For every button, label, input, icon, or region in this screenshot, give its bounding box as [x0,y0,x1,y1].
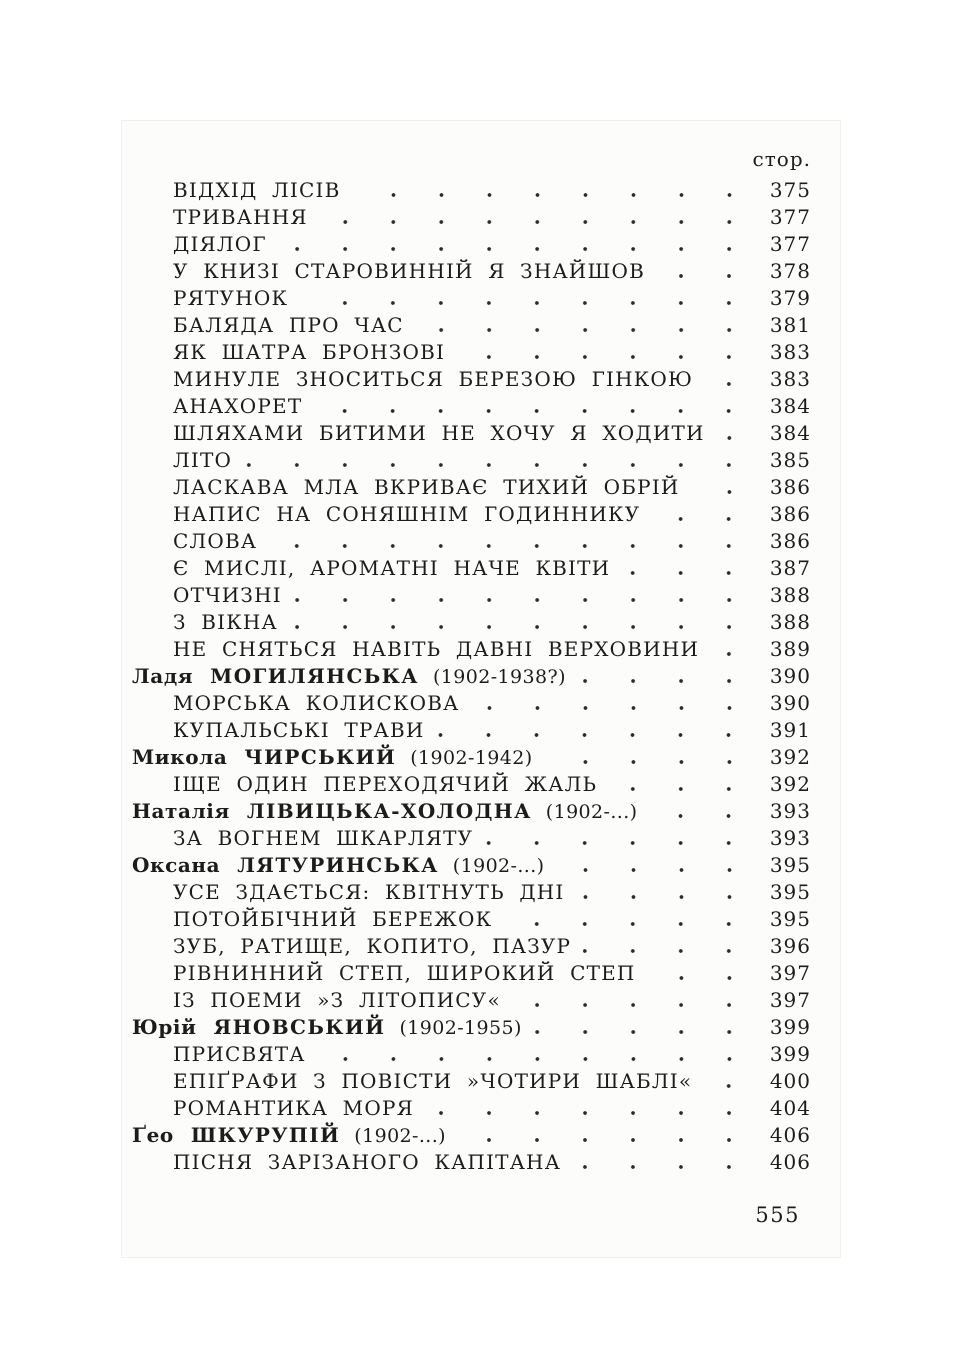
entry-page-number: 397 [769,988,811,1012]
author-given-name: Ладя [132,664,194,688]
dot-leader [704,1069,757,1096]
entry-page-number: 391 [769,718,811,742]
poem-title: НАПИС НА СОНЯШНІМ ГОДИННИКУ [173,502,641,526]
toc-row-poem [122,421,840,448]
toc-row-poem [122,448,840,475]
dot-leader [717,421,757,448]
poem-title: ЯК ШАТРА БРОНЗОВІ [173,340,446,364]
toc-row-poem [122,340,840,367]
dot-leader [513,988,757,1015]
dot-leader [711,637,757,664]
poem-title: МИНУЛЕ ЗНОСИТЬСЯ БЕРЕЗОЮ ГІНКОЮ [173,367,694,391]
dot-leader [457,340,757,367]
toc-row-poem [122,232,840,259]
poem-title: КУПАЛЬСЬКІ ТРАВИ [173,718,425,742]
toc-row-poem [122,691,840,718]
toc-row-poem [122,313,840,340]
dot-leader [583,934,757,961]
poem-title: УСЕ ЗДАЄТЬСЯ: КВІТНУТЬ ДНІ [173,880,565,904]
entry-page-number: 399 [769,1015,811,1039]
dot-leader [534,1015,757,1042]
dot-leader [504,907,757,934]
dot-leader [353,178,757,205]
entry-page-number: 393 [769,799,811,823]
toc-row-poem [122,880,840,907]
dot-leader [320,205,757,232]
entry-page-number: 378 [769,259,811,283]
toc-row-poem [122,1096,840,1123]
poem-title: БАЛЯДА ПРО ЧАС [173,313,404,337]
dot-leader [458,1123,757,1150]
entry-page-number: 386 [769,475,811,499]
toc-row-poem [122,1042,840,1069]
dot-leader [485,826,757,853]
dot-leader [649,799,757,826]
dot-leader [269,529,757,556]
dot-leader [416,313,757,340]
toc-row-poem [122,394,840,421]
toc-row-poem [122,205,840,232]
author-years: (1902-1942) [410,747,533,769]
poem-title: ПОТОЙБІЧНИЙ БЕРЕЖОК [173,907,493,931]
poem-title: ЗУБ, РАТИЩЕ, КОПИТО, ПАЗУР [173,934,572,958]
dot-leader [648,961,757,988]
poem-title: СЛОВА [173,529,258,553]
poem-title: АНАХОРЕТ [173,394,303,418]
toc-row-poem [122,988,840,1015]
toc-row-poem [122,556,840,583]
entry-page-number: 388 [769,610,811,634]
entry-page-number: 386 [769,529,811,553]
entry-page-number: 406 [769,1123,811,1147]
toc-row-poem [122,367,840,394]
page-column-header: стор. [752,147,811,171]
poem-title: ДІЯЛОГ [173,232,267,256]
entry-page-number: 395 [769,907,811,931]
toc-row-author [122,745,840,772]
author-years: (1902-1938?) [432,666,566,688]
dot-leader [300,286,757,313]
dot-leader [622,556,757,583]
toc-row-poem [122,475,840,502]
entry-page-number: 392 [769,745,811,769]
entry-page-number: 397 [769,961,811,985]
book-page-number: 555 [755,1203,800,1227]
toc-row-author [122,1123,840,1150]
author-surname: ЛІВИЦЬКА-ХОЛОДНА [246,799,532,823]
author-surname: МОГИЛЯНСЬКА [210,664,419,688]
entry-page-number: 377 [769,232,811,256]
entry-page-number: 379 [769,286,811,310]
dot-leader [652,502,757,529]
dot-leader [290,610,757,637]
toc-row-author [122,1015,840,1042]
entry-page-number: 400 [769,1069,811,1093]
entry-page-number: 390 [769,664,811,688]
dot-leader [557,853,758,880]
toc-row-poem [122,286,840,313]
dot-leader [578,664,757,691]
toc-row-poem [122,178,840,205]
entry-page-number: 389 [769,637,811,661]
toc-row-author [122,799,840,826]
poem-title: ПІСНЯ ЗАРІЗАНОГО КАПІТАНА [173,1150,562,1174]
dot-leader [573,1150,757,1177]
poem-title: РОМАНТИКА МОРЯ [173,1096,414,1120]
author-given-name: Юрій [132,1015,197,1039]
dot-leader [705,367,757,394]
author-given-name: Оксана [132,853,221,877]
toc-row-poem [122,1069,840,1096]
toc-row-author [122,664,840,691]
dot-leader [657,259,757,286]
entry-page-number: 384 [769,394,811,418]
dot-leader [692,475,757,502]
poem-title: У КНИЗІ СТАРОВИННІЙ Я ЗНАЙШОВ [173,259,645,283]
toc-row-poem [122,961,840,988]
entry-page-number: 384 [769,421,811,445]
toc-row-poem [122,637,840,664]
entry-page-number: 383 [769,367,811,391]
dot-leader [545,745,757,772]
entry-page-number: 381 [769,313,811,337]
entry-page-number: 399 [769,1042,811,1066]
poem-title: ІЩЕ ОДИН ПЕРЕХОДЯЧИЙ ЖАЛЬ [173,772,598,796]
dot-leader [294,583,757,610]
dot-leader [279,232,757,259]
toc-row-poem [122,259,840,286]
entry-page-number: 395 [769,880,811,904]
dot-leader [318,1042,757,1069]
toc-row-poem [122,583,840,610]
dot-leader [472,691,757,718]
entry-page-number: 388 [769,583,811,607]
toc-row-poem [122,907,840,934]
entry-page-number: 386 [769,502,811,526]
toc-row-poem [122,529,840,556]
toc-list [122,178,840,1177]
poem-title: НЕ СНЯТЬСЯ НАВІТЬ ДАВНІ ВЕРХОВИНИ [173,637,700,661]
entry-page-number: 404 [769,1096,811,1120]
author-surname: ЯНОВСЬКИЙ [213,1015,386,1039]
entry-page-number: 406 [769,1150,811,1174]
toc-row-poem [122,1150,840,1177]
author-years: (1902-...) [354,1125,446,1147]
author-given-name: Наталія [132,799,230,823]
toc-row-poem [122,610,840,637]
toc-row-poem [122,502,840,529]
scanned-book-page [121,120,841,1258]
entry-page-number: 375 [769,178,811,202]
entry-page-number: 393 [769,826,811,850]
author-years: (1902-1955) [399,1017,522,1039]
dot-leader [314,394,757,421]
entry-page-number: 392 [769,772,811,796]
entry-page-number: 387 [769,556,811,580]
author-given-name: Микола [132,745,228,769]
dot-leader [244,448,757,475]
poem-title: ЛІТО [173,448,233,472]
poem-title: РЯТУНОК [173,286,289,310]
author-years: (1902-...) [545,801,638,823]
author-given-name: Ґео [132,1123,174,1147]
poem-title: З ВІКНА [173,610,278,634]
toc-row-poem [122,826,840,853]
poem-title: МОРСЬКА КОЛИСКОВА [173,691,460,715]
toc-row-poem [122,934,840,961]
dot-leader [577,880,757,907]
entry-page-number: 396 [769,934,811,958]
poem-title: ШЛЯХАМИ БИТИМИ НЕ ХОЧУ Я ХОДИТИ [173,421,705,445]
dot-leader [436,718,757,745]
poem-title: ЗА ВОГНЕМ ШКАРЛЯТУ [173,826,474,850]
entry-page-number: 385 [769,448,811,472]
author-surname: ЛЯТУРИНСЬКА [237,853,439,877]
entry-page-number: 390 [769,691,811,715]
poem-title: РІВНИННИЙ СТЕП, ШИРОКИЙ СТЕП [173,961,636,985]
poem-title: ЕПІҐРАФИ З ПОВІСТИ »ЧОТИРИ ШАБЛІ« [173,1069,693,1093]
toc-row-author [122,853,840,880]
poem-title: ПРИСВЯТА [173,1042,306,1066]
toc-row-poem [122,718,840,745]
toc-row-poem [122,772,840,799]
poem-title: ІЗ ПОЕМИ »З ЛІТОПИСУ« [173,988,501,1012]
entry-page-number: 383 [769,340,811,364]
entry-page-number: 377 [769,205,811,229]
poem-title: ТРИВАННЯ [173,205,308,229]
poem-title: ВІДХІД ЛІСІВ [173,178,341,202]
poem-title: ЛАСКАВА МЛА ВКРИВАЄ ТИХИЙ ОБРІЙ [173,475,680,499]
poem-title: Є МИСЛІ, АРОМАТНІ НАЧЕ КВІТИ [173,556,611,580]
dot-leader [426,1096,757,1123]
author-surname: ШКУРУПІЙ [190,1123,341,1147]
entry-page-number: 395 [769,853,811,877]
poem-title: ОТЧИЗНІ [173,583,282,607]
author-surname: ЧИРСЬКИЙ [244,745,397,769]
dot-leader [609,772,757,799]
author-years: (1902-...) [452,855,545,877]
